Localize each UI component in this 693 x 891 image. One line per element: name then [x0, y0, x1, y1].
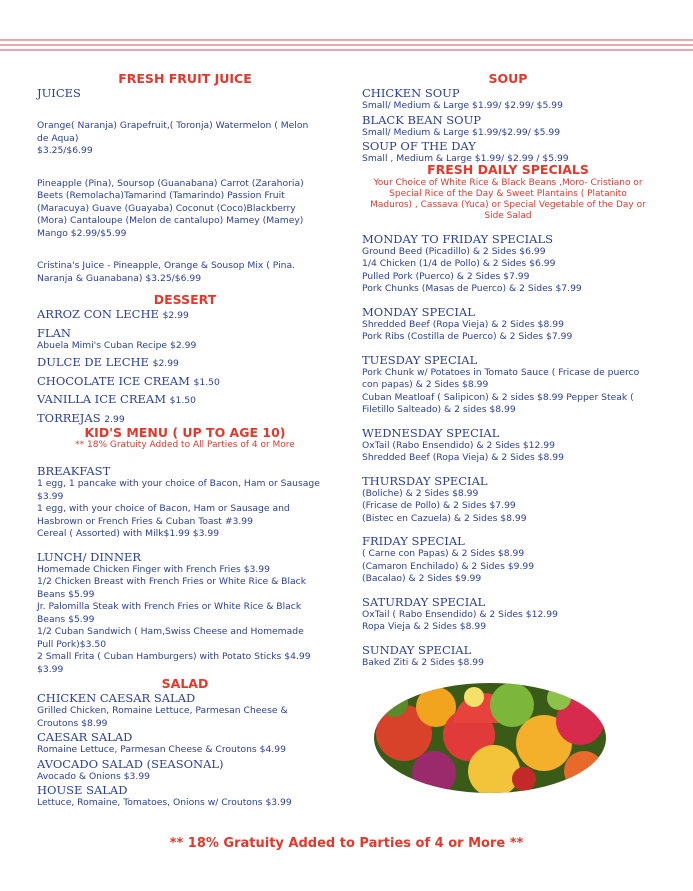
- special-block: [362, 474, 654, 526]
- note-line: Your Choice of White Rice & Black Beans ,Moro- Cristiano or: [373, 177, 643, 188]
- kids-gratuity-note: ** 18% Gratuity Added to All Parties of 4 or More: [75, 440, 295, 450]
- menu-line: Cereal ( Assorted) with Milk$1.99 $3.99: [37, 528, 220, 539]
- special-line: Pulled Pork (Puerco) & 2 Sides $7.99: [362, 270, 530, 282]
- salad-item-name: AVOCADO SALAD (SEASONAL): [37, 756, 224, 771]
- menu-line: Avocado & Onions $3.99: [37, 770, 151, 782]
- dessert-price: $1.50: [193, 376, 220, 388]
- special-heading: THURSDAY SPECIAL: [362, 473, 488, 488]
- special-line: (Boliche) & 2 Sides $8.99: [362, 487, 479, 499]
- special-block: [362, 595, 654, 634]
- juice-line: (Maracuya) Guave (Guayaba) Coconut (Coco)Blackberry: [37, 202, 296, 214]
- menu-line: Grilled Chicken, Romaine Lettuce, Parmesan Cheese &: [37, 705, 288, 716]
- top-rule-3: [0, 49, 693, 51]
- dessert-item: [37, 411, 333, 427]
- juice-line: Cristina's Juice - Pineapple, Orange & Sousop Mix ( Pina.: [37, 260, 296, 271]
- top-rule-2: [0, 44, 693, 46]
- dessert-name: VANILLA ICE CREAM: [37, 392, 166, 406]
- dessert-section-title: DESSERT: [153, 292, 217, 307]
- top-rule-1: [0, 39, 693, 41]
- menu-line: Homemade Chicken Finger with French Fries $3.99: [37, 563, 270, 575]
- soup-name: CHICKEN SOUP: [362, 86, 460, 100]
- menu-line: Croutons $8.99: [37, 717, 108, 729]
- menu-line: 1/2 Cuban Sandwich ( Ham,Swiss Cheese and Homemade: [37, 626, 304, 637]
- menu-line: 2 Small Frita ( Cuban Hamburgers) with Potato Sticks $4.99: [37, 651, 311, 662]
- juice-line: $3.25/$6.99: [37, 145, 93, 156]
- dessert-name: ARROZ CON LECHE: [37, 307, 159, 321]
- dessert-item: [37, 392, 333, 408]
- daily-specials-note: [362, 178, 654, 222]
- left-column: [37, 71, 333, 810]
- fruit-platter-image: [374, 683, 606, 793]
- salad-item-name: HOUSE SALAD: [37, 783, 128, 797]
- special-line: Baked Ziti & 2 Sides $8.99: [362, 656, 484, 668]
- menu-line: Lettuce, Romaine, Tomatoes, Onions w/ Croutons $3.99: [37, 797, 292, 808]
- soup-name: BLACK BEAN SOUP: [362, 112, 482, 127]
- special-line: OxTail ( Rabo Ensendido) & 2 Sides $12.99: [362, 608, 558, 620]
- dessert-item: [37, 355, 333, 371]
- special-line: Ropa Vieja & 2 Sides $8.99: [362, 621, 487, 632]
- juice-line: Naranja & Guanabana) $3.25/$6.99: [37, 272, 202, 284]
- special-line: (Camaron Enchilado) & 2 Sides $9.99: [362, 560, 535, 572]
- special-line: (Fricase de Pollo) & 2 Sides $7.99: [362, 500, 516, 511]
- soup-price: Small , Medium & Large $1.99/ $2.99 / $5.99: [362, 153, 569, 164]
- juices-heading: JUICES: [37, 86, 81, 100]
- juice-section-title: FRESH FRUIT JUICE: [118, 71, 252, 86]
- special-line: Pork Chunk w/ Potatoes in Tomato Sauce ( Fricase de puerco: [362, 366, 640, 378]
- juice-block-2: [37, 178, 333, 241]
- right-column: [362, 71, 654, 678]
- juice-block-1: [37, 120, 333, 158]
- dessert-price: $1.50: [169, 395, 196, 406]
- special-line: OxTail (Rabo Ensendido) & 2 Sides $12.99: [362, 439, 555, 451]
- special-line: Shredded Beef (Ropa Vieja) & 2 Sides $8.99: [362, 452, 564, 463]
- menu-line: 1/2 Chicken Breast with French Fries or White Rice & Black: [37, 576, 307, 587]
- special-block: [362, 426, 654, 465]
- daily-specials-title: FRESH DAILY SPECIALS: [427, 161, 589, 177]
- special-heading: TUESDAY SPECIAL: [362, 352, 478, 367]
- juice-line: Orange( Naranja) Grapefruit,( Toronja) Watermelon ( Melon: [37, 120, 309, 131]
- note-line: Side Salad: [484, 210, 532, 221]
- menu-line: Hasbrown or French Fries & Cuban Toast #3.99: [37, 515, 253, 527]
- breakfast-block: [37, 478, 333, 541]
- juice-line: Pineapple (Pina), Soursop (Guanabana) Carrot (Zarahoria): [37, 177, 304, 189]
- juice-block-3: [37, 260, 333, 285]
- dessert-name: TORREJAS: [37, 410, 101, 425]
- menu-line: Beans $5.99: [37, 613, 95, 625]
- juice-line: de Aqua): [37, 132, 79, 144]
- breakfast-heading: BREAKFAST: [37, 464, 111, 478]
- menu-line: $3.99: [37, 490, 64, 502]
- menu-line: Pull Pork)$3.50: [37, 638, 107, 650]
- special-heading: SATURDAY SPECIAL: [362, 594, 486, 609]
- juice-line: (Mora) Cantaloupe (Melon de cantalupo) Mamey (Mamey): [37, 215, 304, 226]
- special-heading: SUNDAY SPECIAL: [362, 642, 472, 657]
- special-heading: MONDAY SPECIAL: [362, 304, 475, 319]
- special-line: Cuban Meatloaf ( Salipicon) & 2 sides $8.99 Pepper Steak (: [362, 391, 634, 403]
- note-line: Maduros) , Cassava (Yuca) or Special Vegetable of the Day or: [370, 199, 646, 210]
- dessert-detail: Abuela Mimi's Cuban Recipe $2.99: [37, 339, 197, 351]
- dessert-name: CHOCOLATE ICE CREAM: [37, 373, 190, 388]
- juice-line: Mango $2.99/$5.99: [37, 227, 127, 239]
- lunch-block: [37, 564, 333, 677]
- dessert-item: [37, 374, 333, 390]
- special-block: [362, 232, 654, 296]
- special-line: Pork Chunks (Masas de Puerco) & 2 Sides $7.99: [362, 283, 582, 294]
- dessert-price: 2.99: [104, 413, 125, 425]
- dessert-name: DULCE DE LECHE: [37, 355, 149, 369]
- dessert-item: [37, 307, 333, 323]
- special-heading: FRIDAY SPECIAL: [362, 534, 465, 548]
- menu-line: Jr. Palomilla Steak with French Fries or White Rice & Black: [37, 601, 302, 612]
- salad-item-name: CAESAR SALAD: [37, 730, 133, 744]
- salad-item-name: CHICKEN CAESAR SALAD: [37, 691, 196, 705]
- note-line: Special Rice of the Day & Sweet Plantains ( Platanito: [389, 188, 627, 199]
- special-line: (Bacalao) & 2 Sides $9.99: [362, 573, 482, 584]
- menu-line: 1 egg, 1 pancake with your choice of Bacon, Ham or Sausage: [37, 478, 320, 489]
- special-line: ( Carne con Papas) & 2 Sides $8.99: [362, 548, 525, 559]
- special-line: (Bistec en Cazuela) & 2 Sides $8.99: [362, 512, 527, 524]
- special-line: Filetillo Salteado) & 2 sides $8.99: [362, 404, 516, 415]
- special-line: Pork Ribs (Costilla de Puerco) & 2 Sides $7.99: [362, 331, 573, 342]
- specials-list: [362, 232, 654, 670]
- juice-line: Beets (Remolacha)Tamarind (Tamarindo) Passion Fruit: [37, 190, 285, 201]
- special-line: Shredded Beef (Ropa Vieja) & 2 Sides $8.99: [362, 318, 564, 330]
- soup-section-title: SOUP: [488, 71, 528, 86]
- menu-line: Beans $5.99: [37, 588, 95, 600]
- salad-section-title: SALAD: [161, 676, 209, 691]
- special-block: [362, 353, 654, 417]
- dessert-price: $2.99: [152, 358, 179, 369]
- dessert-price: $2.99: [162, 310, 189, 321]
- special-heading: MONDAY TO FRIDAY SPECIALS: [362, 231, 553, 246]
- special-block: [362, 643, 654, 670]
- soup-price: Small/ Medium & Large $1.99/ $2.99/ $5.99: [362, 100, 563, 111]
- menu-line: Romaine Lettuce, Parmesan Cheese & Croutons $4.99: [37, 744, 286, 755]
- special-block: [362, 534, 654, 586]
- gratuity-footer: ** 18% Gratuity Added to Parties of 4 or More **: [169, 836, 524, 851]
- special-line: Ground Beed (Picadillo) & 2 Sides $6.99: [362, 245, 546, 257]
- dessert-item: FLAN: [37, 325, 71, 340]
- menu-line: 1 egg, with your choice of Bacon, Ham or Sausage and: [37, 503, 290, 514]
- soup-name: SOUP OF THE DAY: [362, 139, 476, 153]
- kids-menu-title: KID'S MENU ( UP TO AGE 10): [84, 425, 286, 440]
- lunch-heading: LUNCH/ DINNER: [37, 549, 142, 564]
- special-line: con papas) & 2 Sides $8.99: [362, 379, 489, 390]
- special-heading: WEDNESDAY SPECIAL: [362, 425, 500, 440]
- special-line: 1/4 Chicken (1/4 de Pollo) & 2 Sides $6.99: [362, 258, 556, 269]
- menu-line: $3.99: [37, 663, 64, 675]
- soup-price: Small/ Medium & Large $1.99/$2.99/ $5.99: [362, 126, 561, 138]
- special-block: [362, 305, 654, 344]
